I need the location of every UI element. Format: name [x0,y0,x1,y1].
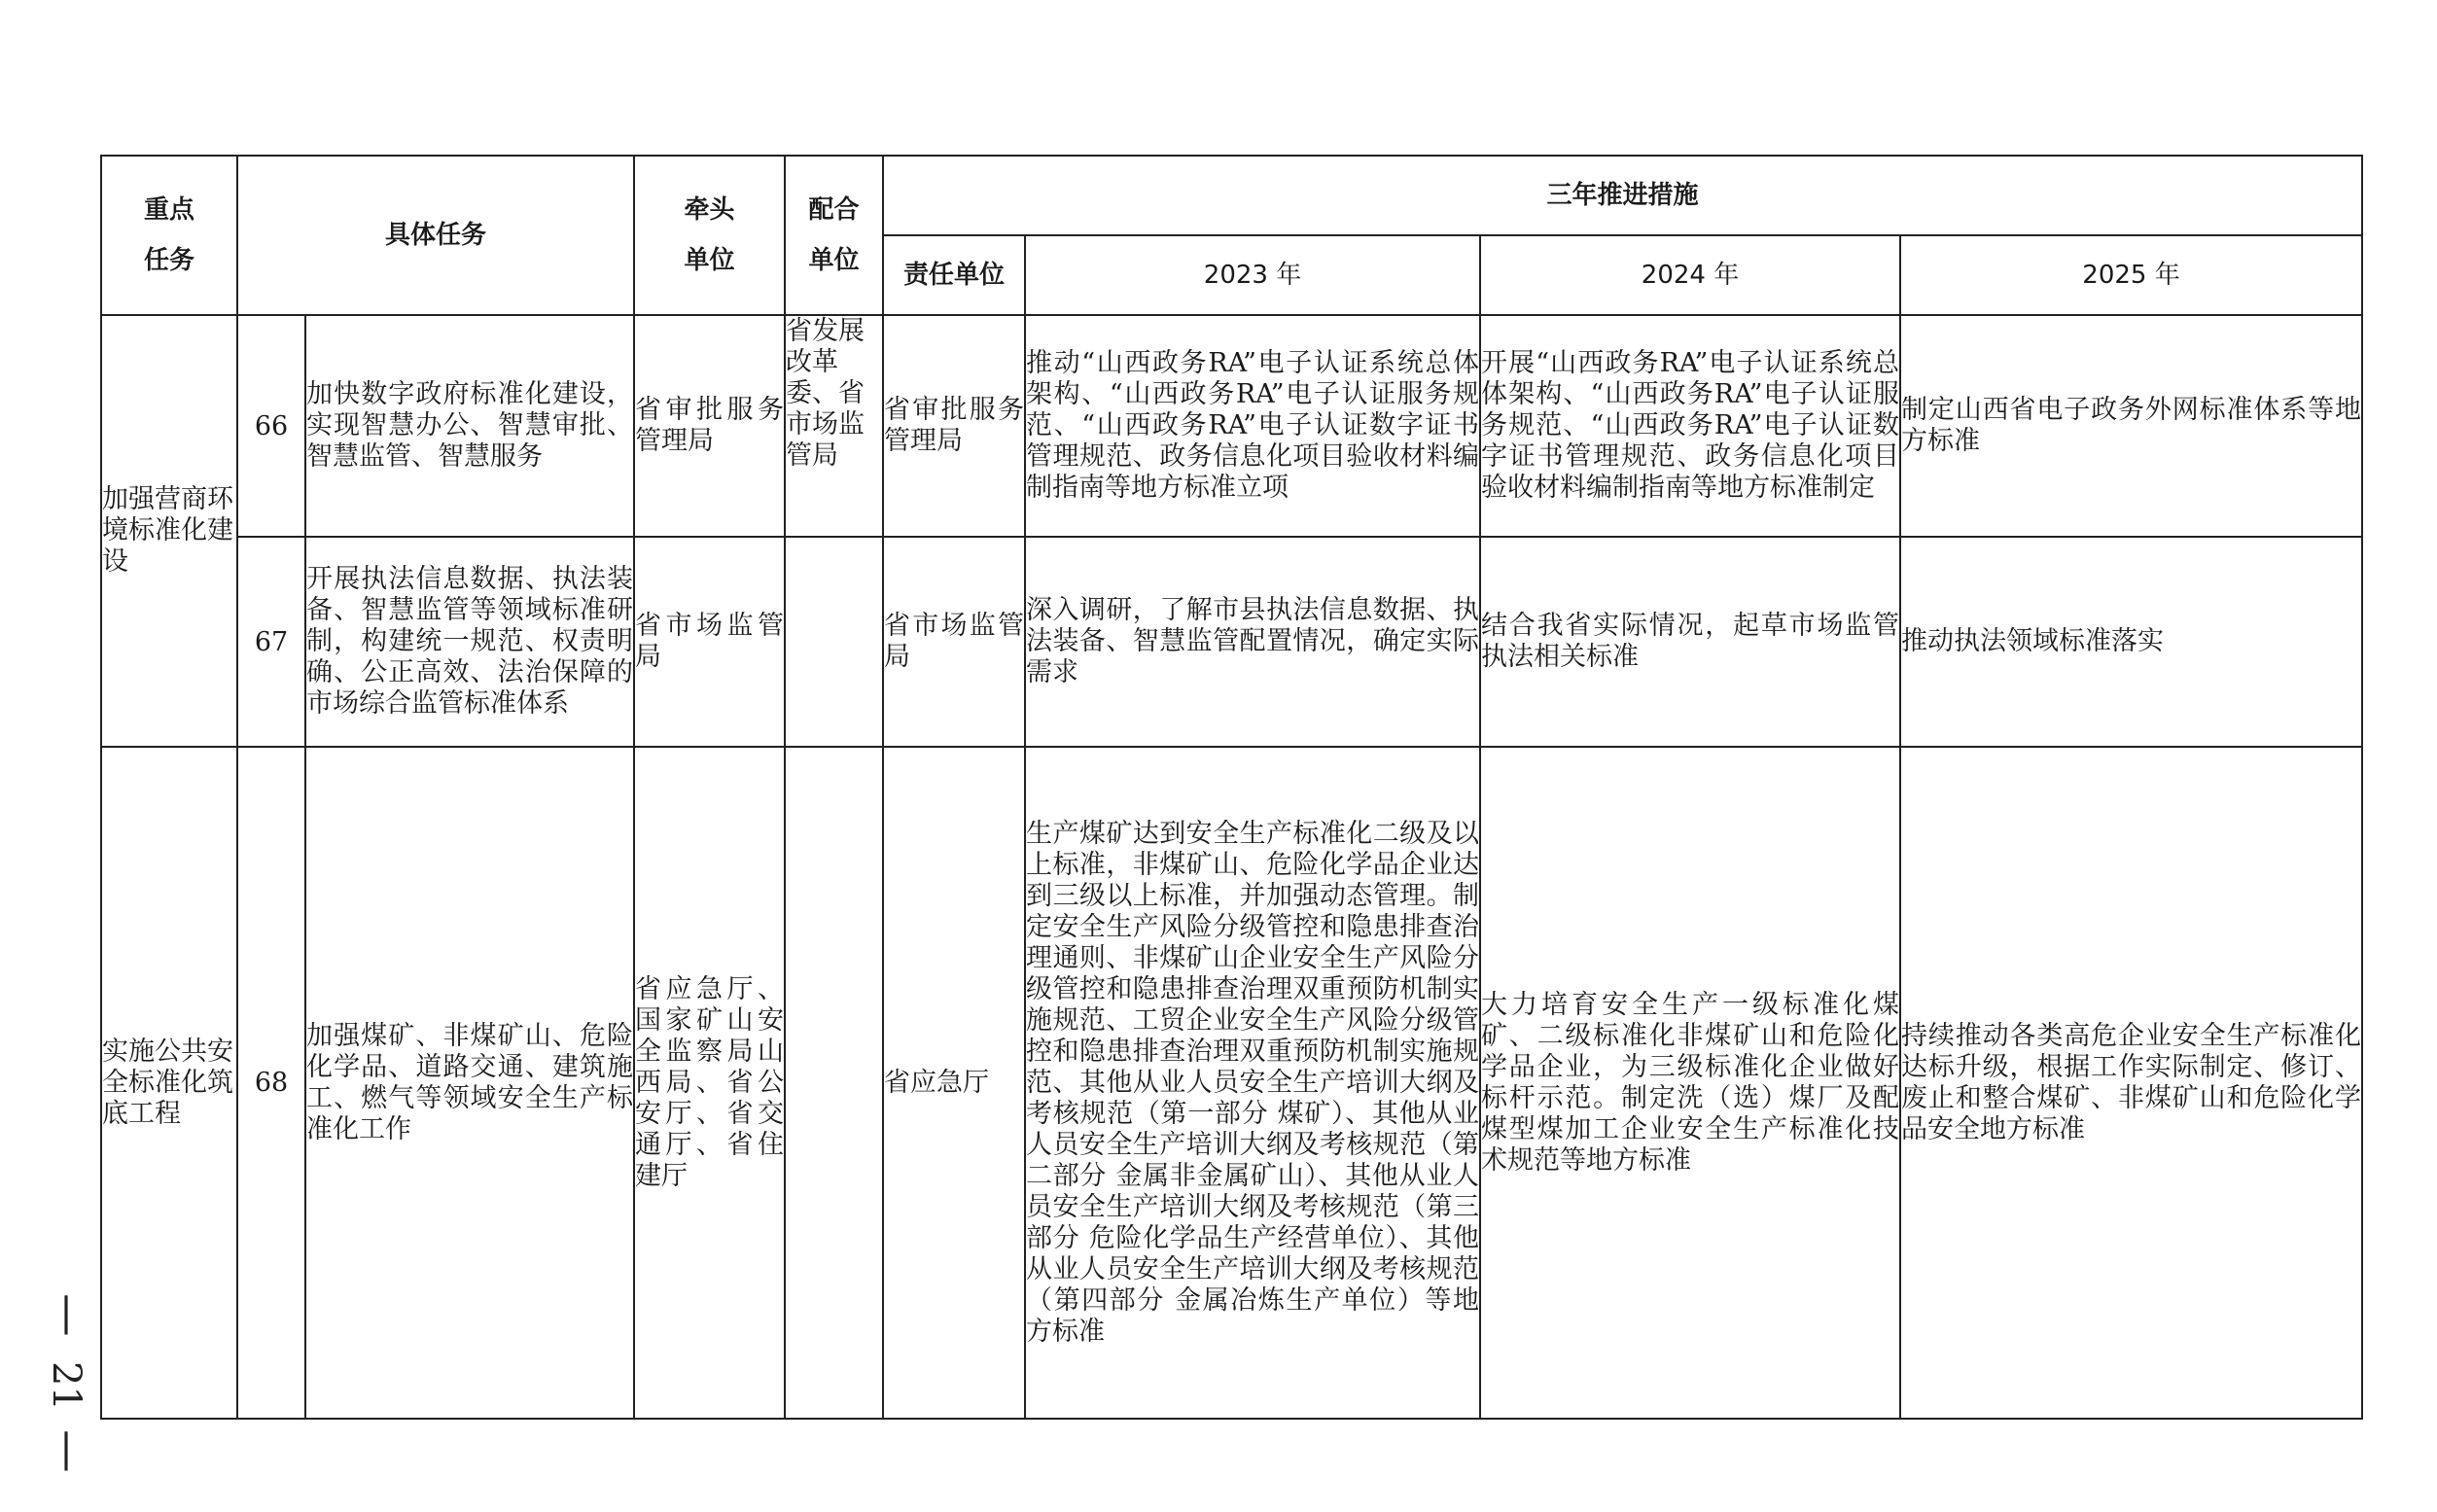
coop-unit-cell [785,747,883,1419]
measure-2025-cell: 推动执法领域标准落实 [1900,537,2362,747]
measure-2023-cell: 推动“山西政务RA”电子认证系统总体架构、“山西政务RA”电子认证服务规范、“山西政务RA”电子认证数字证书管理规范、政务信息化项目验收材料编制指南等地方标准立项 [1025,315,1480,537]
task-cell: 开展执法信息数据、执法装备、智慧监管等领域标准研制，构建统一规范、权责明确、公正高效、法治保障的市场综合监管标准体系 [305,537,634,747]
page-dash-bottom: | [59,1426,73,1471]
page-number-text: 21 [44,1361,88,1411]
task-cell: 加强煤矿、非煤矿山、危险化学品、道路交通、建筑施工、燃气等领域安全生产标准化工作 [305,747,634,1419]
measure-2023-cell: 深入调研，了解市县执法信息数据、执法装备、智慧监管配置情况，确定实际需求 [1025,537,1480,747]
responsible-cell: 省应急厅 [883,747,1025,1419]
header-2023: 2023 年 [1025,235,1480,315]
header-coop-unit: 配合 单位 [785,156,883,315]
lead-unit-cell: 省市场监管局 [634,537,785,747]
measure-2024-cell: 大力培育安全生产一级标准化煤矿、二级标准化非煤矿山和危险化学品企业，为三级标准化企业做好标杆示范。制定洗（选）煤厂及配煤型煤加工企业安全生产标准化技术规范等地方标准 [1480,747,1900,1419]
coop-unit-cell [785,537,883,747]
header-lead-unit: 牵头 单位 [634,156,785,315]
measure-2024-cell: 结合我省实际情况，起草市场监管执法相关标准 [1480,537,1900,747]
header-2025: 2025 年 [1900,235,2362,315]
page-dash-top: | [59,1290,73,1335]
header-2024: 2024 年 [1480,235,1900,315]
page-number [44,1290,88,1471]
measure-2024-cell: 开展“山西政务RA”电子认证系统总体架构、“山西政务RA”电子认证服务规范、“山西政务RA”电子认证数字证书管理规范、政务信息化项目验收材料编制指南等地方标准制定 [1480,315,1900,537]
measure-2025-cell: 持续推动各类高危企业安全生产标准化达标升级，根据工作实际制定、修订、废止和整合煤矿、非煤矿山和危险化学品安全地方标准 [1900,747,2362,1419]
table-row [101,315,2362,537]
key-task-cell: 加强营商环境标准化建设 [101,315,237,747]
row-number: 66 [237,315,305,537]
task-cell: 加快数字政府标准化建设，实现智慧办公、智慧审批、智慧监管、智慧服务 [305,315,634,537]
table-row [101,747,2362,1419]
responsible-cell: 省市场监管局 [883,537,1025,747]
header-key-task: 重点 任务 [101,156,237,315]
measure-2023-cell: 生产煤矿达到安全生产标准化二级及以上标准，非煤矿山、危险化学品企业达到三级以上标准，并加强动态管理。制定安全生产风险分级管控和隐患排查治理通则、非煤矿山企业安全生产风险分级管控和隐患排查治理双重预防机制实施规范、工贸企业安全生产风险分级管控和隐患排查治理双重预防机制实施规范、其他从业人员安全生产培训大纲及考核规范（第一部分 煤矿）、其他从业人员安全生产培训大纲及考核规范（第二部分 金属非金属矿山）、其他从业人员安全生产培训大纲及考核规范（第三部分 危险化学品生产经营单位）、其他从业人员安全生产培训大纲及考核规范（第四部分 金属冶炼生产单位）等地方标准 [1025,747,1480,1419]
table-row [101,537,2362,747]
measure-2025-cell: 制定山西省电子政务外网标准体系等地方标准 [1900,315,2362,537]
coop-unit-cell: 省发展改革委、省市场监管局 [785,315,883,537]
row-number: 67 [237,537,305,747]
lead-unit-cell: 省审批服务管理局 [634,315,785,537]
header-three-year: 三年推进措施 [883,156,2362,235]
header-responsible: 责任单位 [883,235,1025,315]
lead-unit-cell: 省应急厅、国家矿山安全监察局山西局、省公安厅、省交通厅、省住建厅 [634,747,785,1419]
measures-table [100,155,2363,1420]
key-task-cell: 实施公共安全标准化筑底工程 [101,747,237,1419]
row-number: 68 [237,747,305,1419]
header-specific-task: 具体任务 [237,156,634,315]
responsible-cell: 省审批服务管理局 [883,315,1025,537]
